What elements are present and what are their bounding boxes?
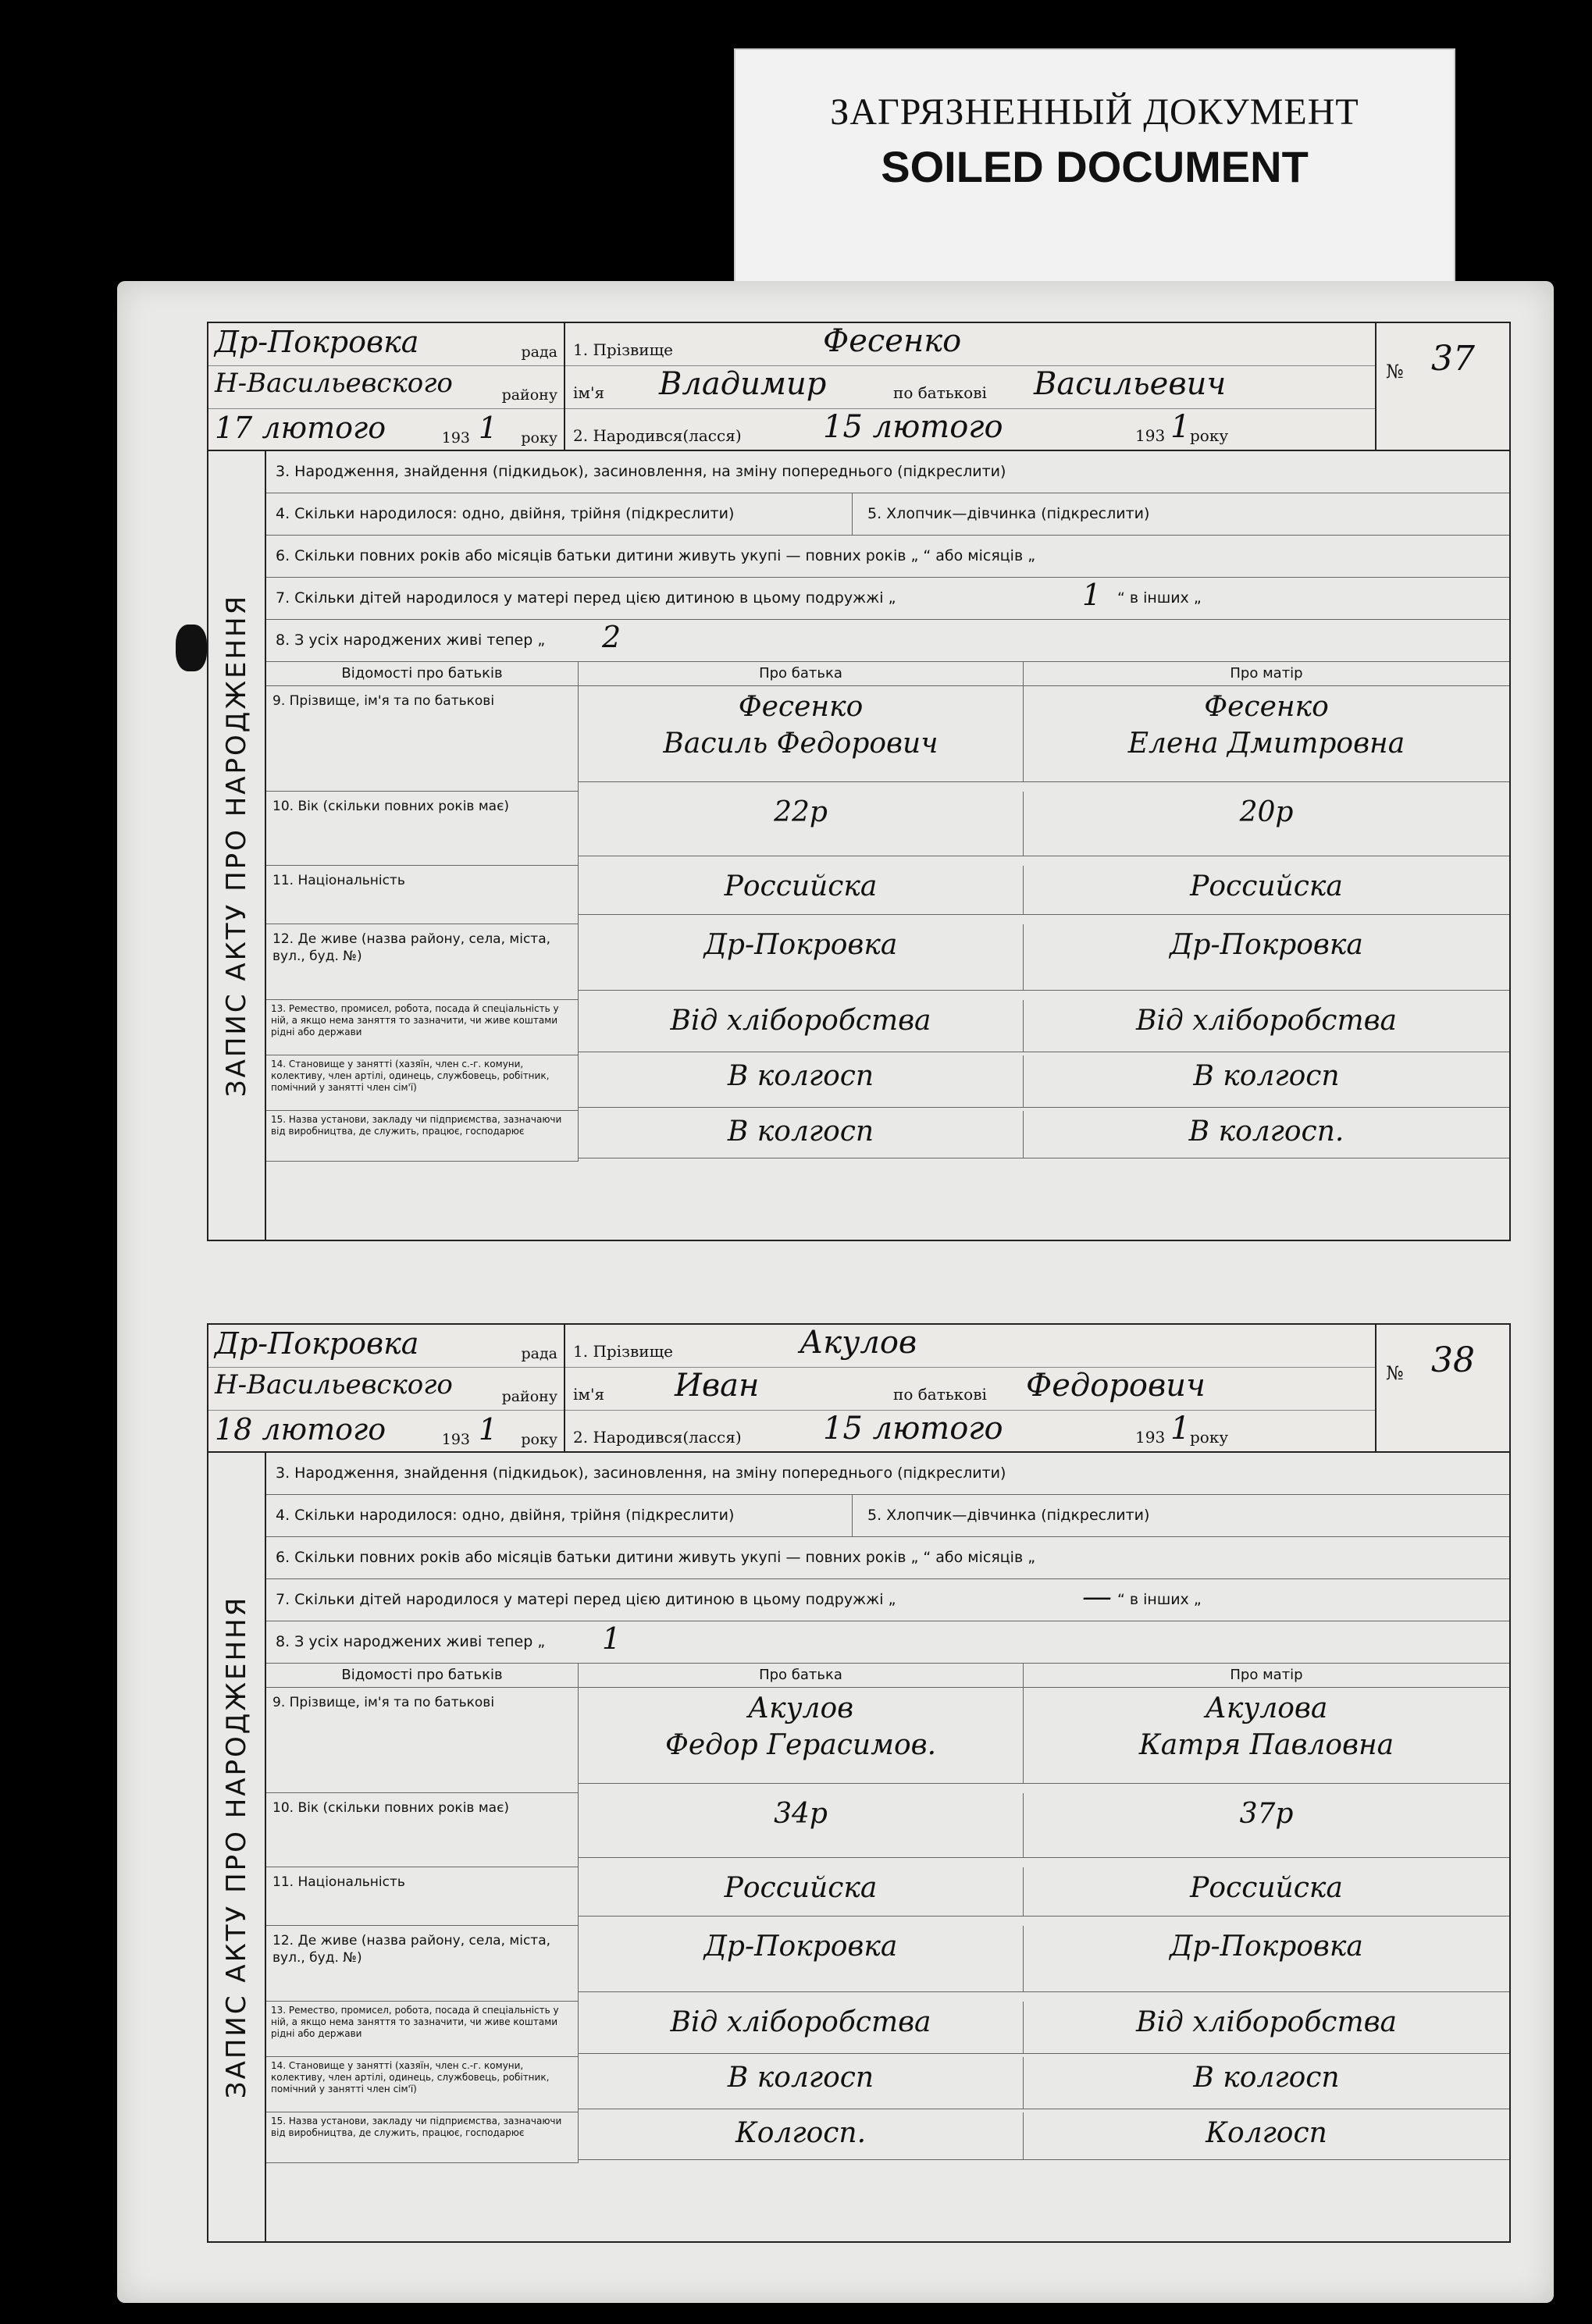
roku-label: року: [521, 429, 557, 447]
rada-label: рада: [521, 1345, 557, 1362]
child-patronymic: Васильевич: [1034, 366, 1227, 402]
birth-year-digit: 1: [1170, 409, 1191, 445]
birth-label: 2. Народився(ласся): [573, 426, 742, 445]
row-3-event-type: 3. Народження, знайдення (підкидьок), засиновлення, на зміну попереднього (підкреслити): [266, 451, 1509, 493]
father-workplace: В колгосп: [579, 1111, 1024, 1158]
label-occupation: 13. Ремество, промисел, робота, посада й спеціальність у ній, а якщо нема заняття то зазначити, чи живе коштами рідні або держави: [266, 2002, 579, 2057]
living-now-value: 2: [602, 620, 621, 654]
surname-label: 1. Прізвище: [573, 340, 674, 359]
name-label: ім'я: [573, 383, 605, 402]
row-8-living-now: 8. З усіх народжених живі тепер „ 1: [266, 1621, 1509, 1664]
row-8-living-now: 8. З усіх народжених живі тепер „ 2: [266, 620, 1509, 662]
mother-occupation: Від хліборобства: [1024, 2002, 1509, 2054]
father-occupation: Від хліборобства: [579, 2002, 1024, 2054]
registration-date: 18 лютого: [215, 1412, 386, 1447]
vertical-title: ЗАПИС АКТУ ПРО НАРОДЖЕННЯ: [208, 1453, 266, 2241]
child-surname: Акулов: [800, 1325, 917, 1361]
father-residence: Др-Покровка: [579, 1926, 1024, 1992]
rada-label: рада: [521, 343, 557, 361]
row-7-children-before: 7. Скільки дітей народилося у матері перед цією дитиною в цьому подружжі „ — “ в інших „: [266, 1579, 1509, 1621]
registration-place: [208, 1325, 565, 1451]
parents-table: [266, 1664, 1509, 2163]
label-workplace: 15. Назва установи, закладу чи підприємства, зазначаючи від виробництва, де служить, працює, господарює: [266, 1111, 579, 1162]
birth-date: 15 лютого: [823, 409, 1003, 445]
col-header-mother: Про матір: [1024, 662, 1509, 686]
register-page: [117, 281, 1554, 2303]
label-position: 14. Становище у занятті (хазяїн, член с.-г. комуни, колективу, член артілі, одинець, службовець, робітник, помічний у занятті член сім'ї): [266, 1055, 579, 1111]
birth-year-prefix: 193: [1135, 426, 1166, 445]
father-fullname: Акулов Федор Герасимов.: [579, 1688, 1024, 1784]
record-header: [207, 1323, 1511, 1453]
record-number-box: [1375, 323, 1509, 450]
registration-year-digit: 1: [478, 411, 497, 445]
father-nationality: Российска: [579, 1867, 1024, 1916]
father-fullname: Фесенко Василь Федорович: [579, 686, 1024, 782]
children-before-value: —: [1082, 1579, 1112, 1614]
vertical-title: ЗАПИС АКТУ ПРО НАРОДЖЕННЯ: [208, 451, 266, 1240]
child-name-block: [565, 1325, 1375, 1451]
rayon-value: Н-Васильевского: [215, 368, 453, 399]
rayon-label: району: [501, 1388, 557, 1405]
father-nationality: Российска: [579, 866, 1024, 915]
birth-date: 15 лютого: [823, 1411, 1003, 1447]
rada-value: Др-Покровка: [215, 325, 419, 359]
registration-date: 17 лютого: [215, 411, 386, 445]
father-age: 34р: [579, 1793, 1024, 1858]
record-rows: [266, 1453, 1509, 2241]
row-6-years-together: 6. Скільки повних років або місяців батьки дитини живуть укупі — повних років „ “ або місяців „: [266, 1537, 1509, 1579]
mother-position: В колгосп: [1024, 1055, 1509, 1108]
patronymic-label: по батькові: [893, 1385, 987, 1404]
col-header-father: Про батька: [579, 662, 1024, 686]
label-fullname: 9. Прізвище, ім'я та по батькові: [266, 1688, 579, 1793]
child-surname: Фесенко: [823, 323, 962, 359]
birth-record-37: [207, 322, 1511, 1241]
father-position: В колгосп: [579, 2057, 1024, 2109]
patronymic-label: по батькові: [893, 383, 987, 402]
label-nationality: 11. Національність: [266, 1867, 579, 1926]
record-number: 38: [1431, 1340, 1475, 1380]
record-number-box: [1375, 1325, 1509, 1451]
year-prefix: 193: [441, 1431, 470, 1448]
record-number: 37: [1431, 339, 1475, 379]
child-patronymic: Федорович: [1026, 1368, 1206, 1404]
label-residence: 12. Де живе (назва району, села, міста, вул., буд. №): [266, 1926, 579, 2002]
label-workplace: 15. Назва установи, закладу чи підприємства, зазначаючи від виробництва, де служить, працює, господарює: [266, 2112, 579, 2163]
mother-position: В колгосп: [1024, 2057, 1509, 2109]
children-before-value: 1: [1082, 578, 1102, 612]
col-header-father: Про батька: [579, 1664, 1024, 1688]
label-occupation: 13. Ремество, промисел, робота, посада й спеціальність у ній, а якщо нема заняття то зазначити, чи живе коштами рідні або держави: [266, 1000, 579, 1055]
birth-record-38: [207, 1323, 1511, 2243]
label-position: 14. Становище у занятті (хазяїн, член с.-г. комуни, колективу, член артілі, одинець, службовець, робітник, помічний у занятті член сім'ї): [266, 2057, 579, 2112]
col-header-info: Відомості про батьків: [266, 662, 579, 686]
registration-year-digit: 1: [478, 1412, 497, 1447]
parents-table: [266, 662, 1509, 1162]
child-name: Владимир: [659, 366, 827, 402]
birth-label: 2. Народився(ласся): [573, 1428, 742, 1447]
mother-residence: Др-Покровка: [1024, 1926, 1509, 1992]
father-occupation: Від хліборобства: [579, 1000, 1024, 1052]
mother-workplace: В колгосп.: [1024, 1111, 1509, 1158]
year-prefix: 193: [441, 429, 470, 447]
mother-fullname: Фесенко Елена Дмитровна: [1024, 686, 1509, 782]
number-sign: №: [1386, 361, 1404, 383]
mother-workplace: Колгосп: [1024, 2112, 1509, 2160]
number-sign: №: [1386, 1362, 1404, 1384]
row-3-event-type: 3. Народження, знайдення (підкидьок), засиновлення, на зміну попереднього (підкреслити): [266, 1453, 1509, 1495]
birth-year-prefix: 193: [1135, 1428, 1166, 1447]
mother-age: 20р: [1024, 792, 1509, 856]
birth-year-digit: 1: [1170, 1411, 1191, 1447]
father-workplace: Колгосп.: [579, 2112, 1024, 2160]
row-4-5-count-sex: 4. Скільки народилося: одно, двійня, трійня (підкреслити) 5. Хлопчик—дівчинка (підкреслити): [266, 493, 1509, 536]
registration-place: [208, 323, 565, 450]
father-residence: Др-Покровка: [579, 924, 1024, 991]
father-position: В колгосп: [579, 1055, 1024, 1108]
col-header-mother: Про матір: [1024, 1664, 1509, 1688]
birth-roku-label: року: [1190, 426, 1229, 445]
mother-fullname: Акулова Катря Павловна: [1024, 1688, 1509, 1784]
mother-residence: Др-Покровка: [1024, 924, 1509, 991]
rayon-value: Н-Васильевского: [215, 1369, 453, 1400]
label-age: 10. Вік (скільки повних років має): [266, 1793, 579, 1867]
rayon-label: району: [501, 386, 557, 404]
record-body: [207, 1453, 1511, 2243]
label-residence: 12. Де живе (назва району, села, міста, вул., буд. №): [266, 924, 579, 1000]
birth-roku-label: року: [1190, 1428, 1229, 1447]
mother-nationality: Российска: [1024, 866, 1509, 915]
living-now-value: 1: [602, 1621, 621, 1656]
soiled-document-stamp: [734, 48, 1455, 300]
ink-blot: [176, 625, 207, 671]
col-header-info: Відомості про батьків: [266, 1664, 579, 1688]
record-header: [207, 322, 1511, 451]
mother-occupation: Від хліборобства: [1024, 1000, 1509, 1052]
name-label: ім'я: [573, 1385, 605, 1404]
rada-value: Др-Покровка: [215, 1326, 419, 1361]
stamp-english-text: SOILED DOCUMENT: [881, 142, 1309, 191]
roku-label: року: [521, 1431, 557, 1448]
label-fullname: 9. Прізвище, ім'я та по батькові: [266, 686, 579, 792]
row-4-5-count-sex: 4. Скільки народилося: одно, двійня, трійня (підкреслити) 5. Хлопчик—дівчинка (підкреслити): [266, 1495, 1509, 1537]
stamp-russian-text: ЗАГРЯЗНЕННЫЙ ДОКУМЕНТ: [830, 91, 1359, 133]
record-rows: [266, 451, 1509, 1240]
mother-nationality: Российска: [1024, 1867, 1509, 1916]
row-6-years-together: 6. Скільки повних років або місяців батьки дитини живуть укупі — повних років „ “ або місяців „: [266, 536, 1509, 578]
label-age: 10. Вік (скільки повних років має): [266, 792, 579, 866]
label-nationality: 11. Національність: [266, 866, 579, 924]
record-body: [207, 451, 1511, 1241]
child-name: Иван: [675, 1368, 760, 1404]
row-7-children-before: 7. Скільки дітей народилося у матері перед цією дитиною в цьому подружжі „ 1 “ в інших „: [266, 578, 1509, 620]
mother-age: 37р: [1024, 1793, 1509, 1858]
father-age: 22р: [579, 792, 1024, 856]
surname-label: 1. Прізвище: [573, 1342, 674, 1361]
child-name-block: [565, 323, 1375, 450]
